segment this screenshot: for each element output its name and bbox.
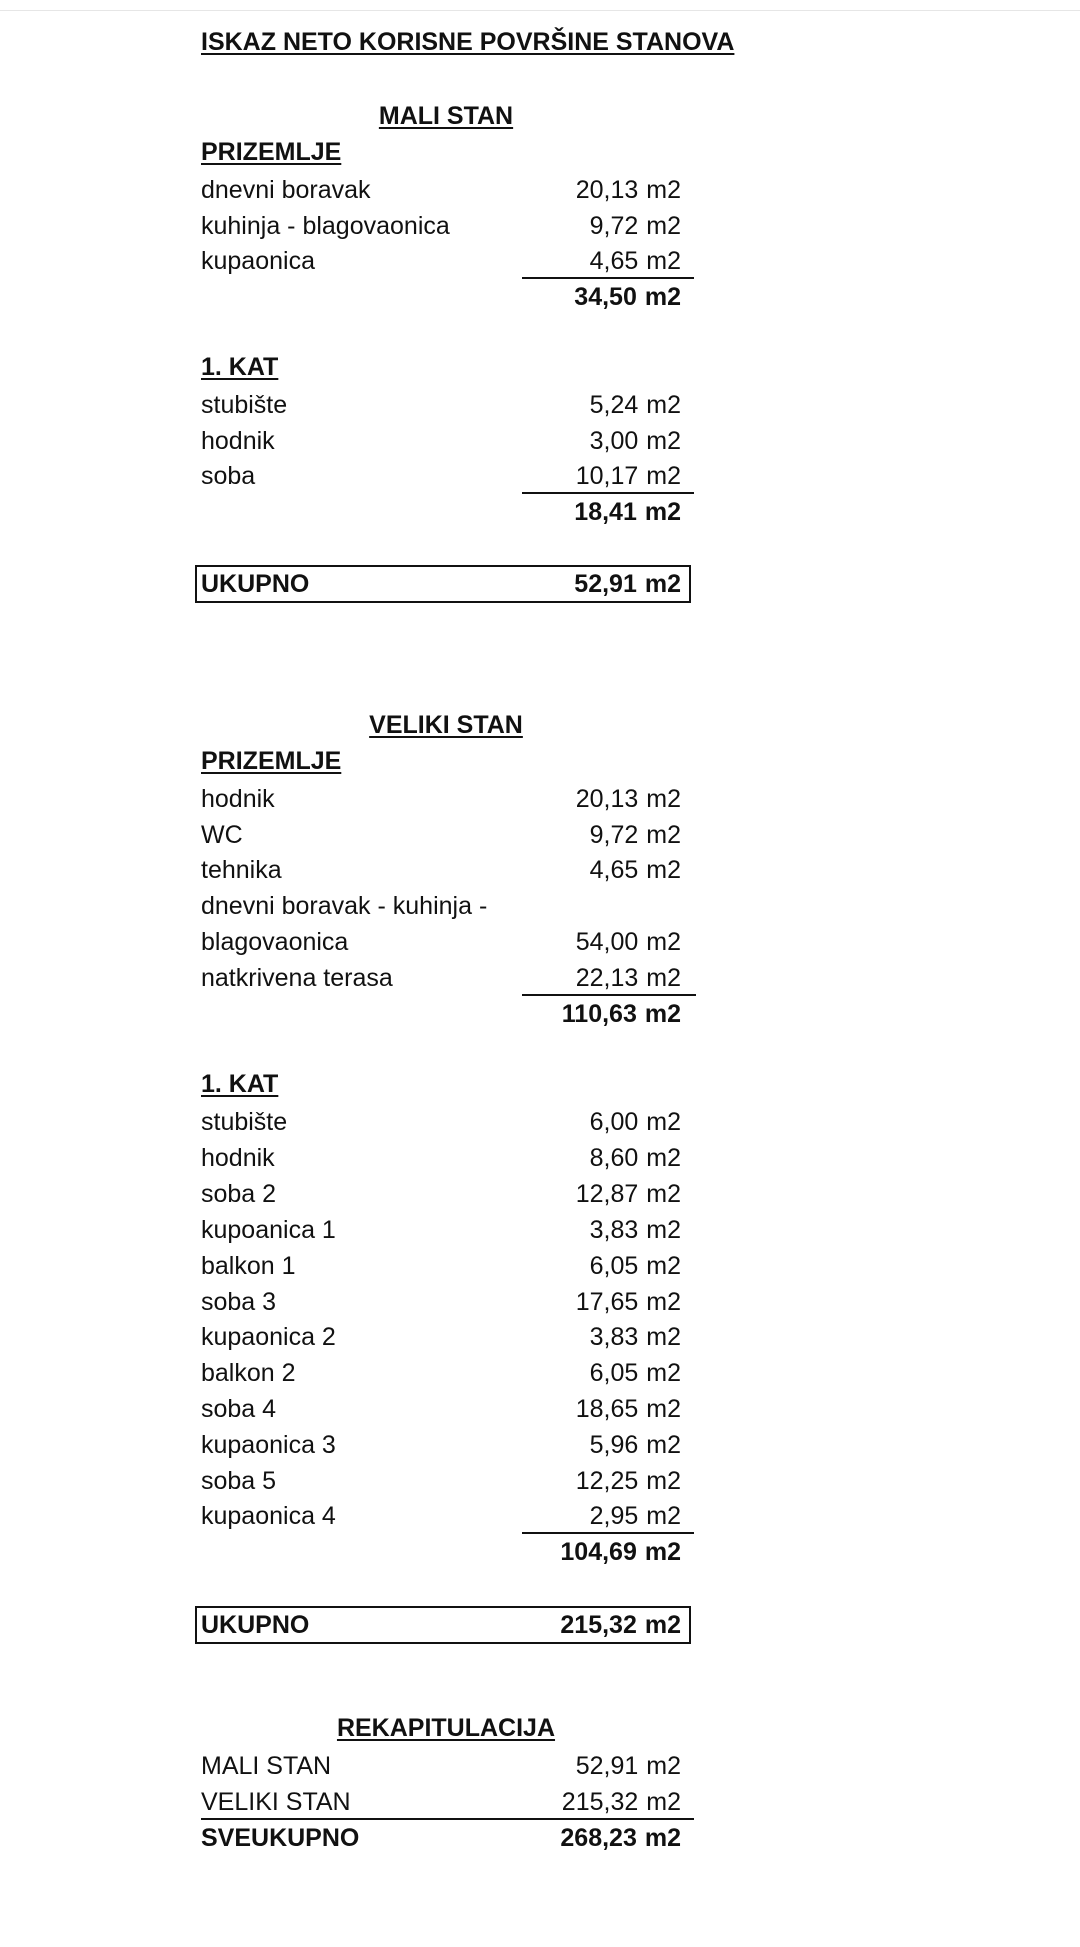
area-value: 3,83 [589, 1323, 639, 1351]
total-label: UKUPNO [201, 570, 310, 598]
room-label: natkrivena terasa [201, 964, 393, 992]
room-label: kupaonica [201, 247, 315, 275]
area-unit: m2 [646, 856, 681, 884]
section-title-rekapitulacija: REKAPITULACIJA [336, 1714, 556, 1742]
room-label: stubište [201, 1108, 288, 1136]
subtotal-value: 34,50 [574, 283, 637, 311]
room-label: soba [201, 462, 256, 490]
area-row [201, 817, 681, 853]
area-row [201, 1140, 681, 1176]
area-row [201, 1284, 681, 1320]
area-unit: m2 [646, 928, 681, 956]
room-label: balkon 2 [201, 1359, 296, 1387]
area-value: 17,65 [575, 1288, 639, 1316]
area-unit: m2 [646, 1502, 681, 1530]
grand-total-label: SVEUKUPNO [201, 1824, 360, 1852]
area-row [201, 1176, 681, 1212]
area-row [201, 208, 681, 244]
area-row [201, 243, 681, 279]
area-value: 3,00 [589, 427, 639, 455]
total-box-veliki-stan [195, 1606, 691, 1644]
area-unit: m2 [644, 570, 681, 598]
total-value: 215,32 [560, 1611, 637, 1639]
area-row [201, 1498, 681, 1534]
area-unit: m2 [644, 1611, 681, 1639]
area-value: 10,17 [575, 462, 639, 490]
area-value: 5,96 [589, 1431, 639, 1459]
area-value: 54,00 [575, 928, 639, 956]
area-row [201, 1391, 681, 1427]
area-row [201, 1463, 681, 1499]
area-unit: m2 [646, 1467, 681, 1495]
area-unit: m2 [646, 1144, 681, 1172]
floor-title-veliki-prizemlje: PRIZEMLJE [201, 747, 342, 775]
subtotal-row [201, 279, 681, 315]
floor-title-veliki-kat: 1. KAT [201, 1070, 279, 1098]
section-title-mali-stan: MALI STAN [378, 102, 514, 130]
area-value: 9,72 [589, 821, 639, 849]
area-unit: m2 [644, 498, 681, 526]
room-label: blagovaonica [201, 928, 349, 956]
room-label: soba 4 [201, 1395, 277, 1423]
area-value: 3,83 [589, 1216, 639, 1244]
area-value: 20,13 [575, 176, 639, 204]
room-label: hodnik [201, 427, 275, 455]
area-unit: m2 [646, 1288, 681, 1316]
room-label: dnevni boravak - kuhinja - [201, 892, 488, 920]
area-value: 6,00 [589, 1108, 639, 1136]
section-title-veliki-stan: VELIKI STAN [369, 711, 523, 739]
room-label: soba 2 [201, 1180, 277, 1208]
area-unit: m2 [646, 427, 681, 455]
subtotal-value: 104,69 [560, 1538, 637, 1566]
area-row [201, 852, 681, 888]
area-unit: m2 [646, 1788, 681, 1816]
room-label: kupaonica 2 [201, 1323, 336, 1351]
area-unit: m2 [646, 462, 681, 490]
area-unit: m2 [646, 1108, 681, 1136]
subtotal-value: 110,63 [561, 1000, 637, 1028]
subtotal-value: 18,41 [574, 498, 637, 526]
subtotal-row [201, 996, 681, 1032]
room-label: dnevni boravak [201, 176, 371, 204]
room-label: kupaonica 4 [201, 1502, 336, 1530]
area-value: 22,13 [575, 964, 639, 992]
room-label: kuhinja - blagovaonica [201, 212, 450, 240]
area-value: 6,05 [589, 1252, 639, 1280]
room-label: kupoanica 1 [201, 1216, 336, 1244]
area-unit: m2 [646, 785, 681, 813]
subtotal-row [201, 1534, 681, 1570]
area-row [201, 387, 681, 423]
area-value: 8,60 [589, 1144, 639, 1172]
area-row [201, 888, 681, 924]
floor-title-mali-prizemlje: PRIZEMLJE [201, 138, 342, 166]
room-label: soba 5 [201, 1467, 277, 1495]
total-box-mali-stan [195, 565, 691, 603]
summary-row [201, 1784, 681, 1820]
summary-label: MALI STAN [201, 1752, 332, 1780]
page-top-border [0, 10, 1080, 11]
document-title: ISKAZ NETO KORISNE POVRŠINE STANOVA [201, 28, 735, 56]
area-value: 20,13 [575, 785, 639, 813]
grand-total-value: 268,23 [560, 1824, 637, 1852]
area-row [201, 960, 681, 996]
area-unit: m2 [646, 247, 681, 275]
room-label: hodnik [201, 1144, 275, 1172]
area-row [201, 924, 681, 960]
area-unit: m2 [646, 1323, 681, 1351]
area-unit: m2 [646, 1431, 681, 1459]
total-label: UKUPNO [201, 1611, 310, 1639]
area-unit: m2 [646, 1395, 681, 1423]
area-unit: m2 [646, 176, 681, 204]
area-row [201, 423, 681, 459]
area-unit: m2 [646, 964, 681, 992]
area-row [201, 458, 681, 494]
summary-label: VELIKI STAN [201, 1788, 351, 1816]
area-row [201, 1319, 681, 1355]
room-label: balkon 1 [201, 1252, 296, 1280]
area-unit: m2 [646, 1359, 681, 1387]
area-value: 4,65 [589, 856, 639, 884]
summary-value: 215,32 [561, 1788, 639, 1816]
room-label: soba 3 [201, 1288, 277, 1316]
area-unit: m2 [646, 1180, 681, 1208]
area-unit: m2 [646, 1752, 681, 1780]
area-row [201, 1355, 681, 1391]
area-row [201, 1248, 681, 1284]
room-label: kupaonica 3 [201, 1431, 336, 1459]
area-value: 12,25 [575, 1467, 639, 1495]
area-row [201, 1104, 681, 1140]
summary-value: 52,91 [575, 1752, 639, 1780]
area-unit: m2 [646, 1252, 681, 1280]
area-unit: m2 [644, 283, 681, 311]
area-value: 2,95 [589, 1502, 639, 1530]
area-value: 9,72 [589, 212, 639, 240]
area-unit: m2 [646, 212, 681, 240]
floor-title-mali-kat: 1. KAT [201, 353, 279, 381]
total-value: 52,91 [574, 570, 637, 598]
area-value: 5,24 [589, 391, 639, 419]
subtotal-row [201, 494, 681, 530]
area-value: 4,65 [589, 247, 639, 275]
area-value: 12,87 [575, 1180, 639, 1208]
summary-row [201, 1748, 681, 1784]
area-row [201, 1212, 681, 1248]
area-row [201, 1427, 681, 1463]
grand-total-row [201, 1820, 681, 1856]
area-unit: m2 [646, 1216, 681, 1244]
room-label: stubište [201, 391, 288, 419]
room-label: hodnik [201, 785, 275, 813]
area-row [201, 781, 681, 817]
area-unit: m2 [644, 1538, 681, 1566]
area-unit: m2 [646, 821, 681, 849]
area-value: 6,05 [589, 1359, 639, 1387]
room-label: WC [201, 821, 243, 849]
area-unit: m2 [644, 1000, 681, 1028]
area-row [201, 172, 681, 208]
room-label: tehnika [201, 856, 282, 884]
area-value: 18,65 [575, 1395, 639, 1423]
area-unit: m2 [646, 391, 681, 419]
area-unit: m2 [644, 1824, 681, 1852]
